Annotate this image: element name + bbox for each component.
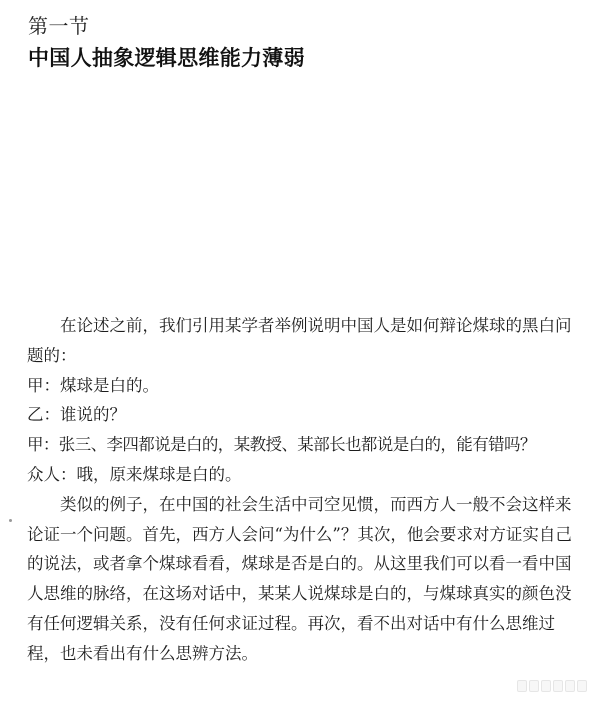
watermark-glyph: [517, 680, 527, 692]
intro-paragraph: 在论述之前，我们引用某学者举例说明中国人是如何辩论煤球的黑白问题的：: [27, 316, 572, 365]
watermark-glyph: [577, 680, 587, 692]
watermark-glyph: [565, 680, 575, 692]
section-label: 第一节: [28, 14, 90, 38]
document-body: [27, 311, 579, 669]
dialogue-line: 众人：哦，原来煤球是白的。: [27, 464, 242, 484]
watermark-glyph: [553, 680, 563, 692]
watermark-icon: [509, 677, 587, 695]
dialogue-line: 甲：煤球是白的。: [27, 375, 159, 395]
dialogue-line: 甲：张三、李四都说是白的，某教授、某部长也都说是白的，能有错吗？: [27, 435, 536, 455]
watermark-glyph: [529, 680, 539, 692]
watermark-glyph: [541, 680, 551, 692]
section-title: 中国人抽象逻辑思维能力薄弱: [28, 46, 305, 70]
analysis-paragraph: 类似的例子，在中国的社会生活中司空见惯，而西方人一般不会这样来论证一个问题。首先，西方人会问“为什么”？其次，他会要求对方证实自己的说法，或者拿个煤球看看，煤球是否是白的。从这里我们可以看一看中国人思维的脉络，在这场对话中，某某人说煤球是白的，与煤球真实的颜色没有任何逻辑关系，没有任何求证过程。再次，看不出对话中有什么思维过程，也未看出有什么思辨方法。: [27, 494, 572, 663]
scan-mark: [9, 519, 12, 522]
dialogue-line: 乙：谁说的？: [27, 405, 126, 425]
